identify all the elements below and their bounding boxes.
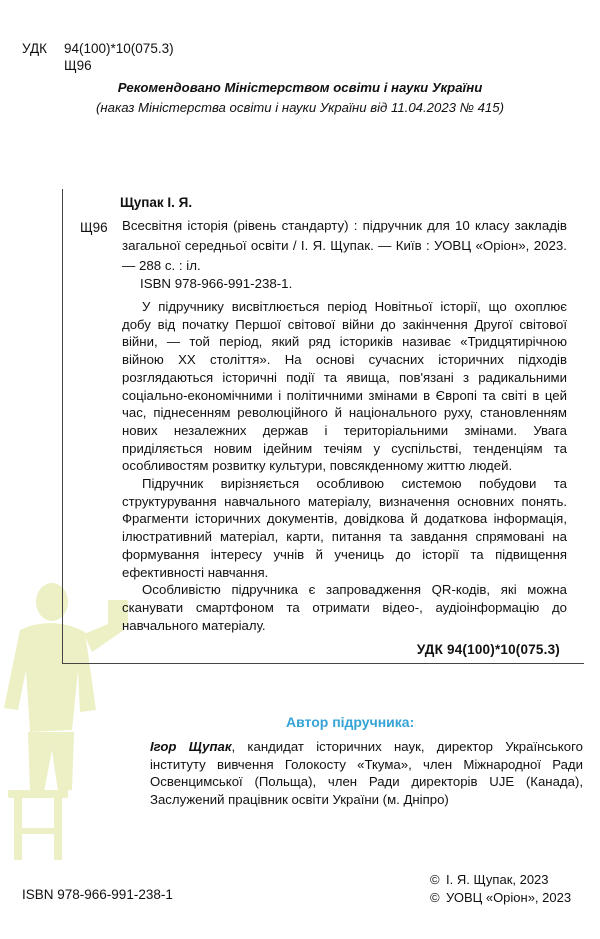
card-author: Щупак І. Я. [120, 195, 193, 210]
udk-code: 94(100)*10(075.3) [64, 41, 174, 56]
card-annotation [122, 298, 567, 634]
udk-shifr: Щ96 [64, 58, 92, 73]
recommendation [0, 78, 600, 118]
footer-isbn: ISBN 978-966-991-238-1 [22, 887, 173, 902]
recommendation-line1: Рекомендовано Міністерством освіти і науки України [117, 80, 483, 95]
annotation-paragraph: Підручник вирізняється особливою системою побудови та структурування навчального матеріалу, визначення основних понять. Фрагменти історичних документів, довідкова й додаткова інформація, ілюстративний матеріал, карти, питання та завдання спрямовані на формування інтересу учнів й учениць до історії та підвищення ефективності навчання. [122, 476, 567, 580]
card-biblio-description: Всесвітня історія (рівень стандарту) : підручник для 10 класу закладів загальної середньої освіти / І. Я. Щупак. — Київ : УОВЦ «Оріон», 2023. — 288 с. : іл. [122, 218, 567, 273]
top-udk-block [22, 40, 174, 74]
copyright-symbol: © [430, 890, 440, 905]
card-shifr: Щ96 [80, 220, 108, 235]
card-isbn: ISBN 978-966-991-238-1. [140, 276, 293, 291]
annotation-paragraph: Особливістю підручника є запровадження QR-кодів, які можна сканувати смартфоном та отримати відео-, аудіоінформацію до навчального матеріалу. [122, 582, 567, 633]
copyright-publisher: УОВЦ «Оріон», 2023 [446, 890, 572, 905]
annotation-paragraph: У підручнику висвітлюється період Новітньої історії, що охоплює добу від початку Першої світової війни до закінчення Другої світової війни, — той період, який ряд істориків називає «Тридцятирічною війною ХХ століття». На основі сучасних історичних підходів розглядаються історичні події та явища, пов'язані з радикальними соціально-економічними і політичними змінами в Європі та світі в цей час, піднесенням революційного й національного руху, становленням нових незалежних держав і територіальними змінами. Увага приділяється новим ідейним течіям у суспільстві, тенденціям та особливостям розвитку культури, повсякденному життю людей. [122, 299, 567, 474]
recommendation-line2: (наказ Міністерства освіти і науки України від 11.04.2023 № 415) [95, 100, 504, 115]
author-name: Ігор Щупак [150, 739, 232, 754]
card-udk: УДК 94(100)*10(075.3) [416, 642, 560, 657]
copyright-symbol: © [430, 872, 440, 887]
author-description: , кандидат історичних наук, директор Українського інституту вивчення Голокосту «Ткума», член Міжнародної Ради Освенцимської (Польща), член Ради директорів UJE (Канада), Заслужений працівник освіти України (м. Дніпро) [150, 739, 583, 807]
author-section-heading: Автор підручника: [286, 714, 415, 730]
copyright-author: І. Я. Щупак, 2023 [446, 872, 549, 887]
udk-label: УДК [22, 41, 47, 56]
author-section-text [150, 738, 583, 808]
copyright-block [430, 871, 571, 907]
